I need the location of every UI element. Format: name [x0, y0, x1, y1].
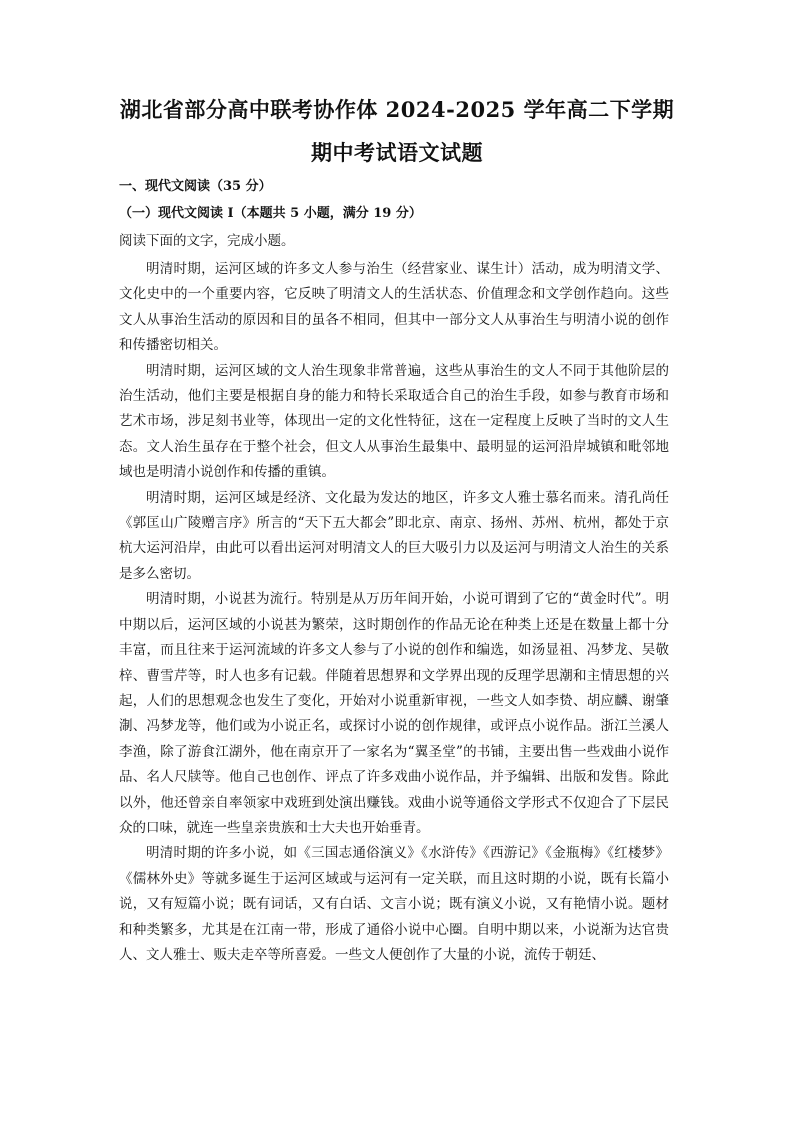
reading-passage — [119, 257, 669, 968]
subsection-heading: （一）现代文阅读 I（本题共 5 小题，满分 19 分） — [119, 206, 422, 221]
document-title-line1: 湖北省部分高中联考协作体 2024-2025 学年高二下学期 — [119, 97, 675, 122]
document-title-line2: 期中考试语文试题 — [311, 140, 483, 165]
passage-paragraph: 明清时期，运河区域是经济、文化最为发达的地区，许多文人雅士慕名而来。清孔尚任《郭匡山广陵赠言序》所言的“天下五大都会”即北京、南京、扬州、苏州、杭州，都处于京杭大运河沿岸，由此可以看出运河对明清文人的巨大吸引力以及运河与明清文人治生的关系是多么密切。 — [119, 489, 669, 582]
passage-paragraph: 明清时期，小说甚为流行。特别是从万历年间开始，小说可谓到了它的“黄金时代”。明中期以后，运河区域的小说甚为繁荣，这时期创作的作品无论在种类上还是在数量上都十分丰富，而且往来于运河流域的许多文人参与了小说的创作和编选，如汤显祖、冯梦龙、吴敬梓、曹雪芹等，时人也多有记载。伴随着思想界和文学界出现的反理学思潮和主情思想的兴起，人们的思想观念也发生了变化，开始对小说重新审视，一些文人如李贽、胡应麟、谢肇淛、冯梦龙等，他们或为小说正名，或探讨小说的创作规律，或评点小说作品。浙江兰溪人李渔，除了游食江湖外，他在南京开了一家名为“翼圣堂”的书铺，主要出售一些戏曲小说作品、名人尺牍等。他自己也创作、评点了许多戏曲小说作品，并予编辑、出版和发售。除此以外，他还曾亲自率领家中戏班到处演出赚钱。戏曲小说等通俗文学形式不仅迎合了下层民众的口味，就连一些皇亲贵族和士大夫也开始垂青。 — [119, 591, 669, 836]
passage-paragraph: 明清时期，运河区域的许多文人参与治生（经营家业、谋生计）活动，成为明清文学、文化史中的一个重要内容，它反映了明清文人的生活状态、价值理念和文学创作趋向。这些文人从事治生活动的原因和目的虽各不相同，但其中一部分文人从事治生与明清小说的创作和传播密切相关。 — [119, 261, 669, 354]
passage-paragraph: 明清时期，运河区域的文人治生现象非常普遍，这些从事治生的文人不同于其他阶层的治生活动，他们主要是根据自身的能力和特长采取适合自己的治生手段，如参与教育市场和艺术市场，涉足刻书业等，体现出一定的文化性特征，这在一定程度上反映了当时的文人生态。文人治生虽存在于整个社会，但文人从事治生最集中、最明显的运河沿岸城镇和毗邻地域也是明清小说创作和传播的重镇。 — [119, 362, 669, 481]
reading-instruction: 阅读下面的文字，完成小题。 — [119, 233, 295, 249]
passage-paragraph: 明清时期的许多小说，如《三国志通俗演义》《水浒传》《西游记》《金瓶梅》《红楼梦》《儒林外史》等就多诞生于运河区域或与运河有一定关联，而且这时期的小说，既有长篇小说，又有短篇小说；既有词话，又有白话、文言小说；既有演义小说，又有艳情小说。题材和种类繁多，尤其是在江南一带，形成了通俗小说中心圈。自明中期以来，小说渐为达官贵人、文人雅士、贩夫走卒等所喜爱。一些文人便创作了大量的小说，流传于朝廷、 — [119, 845, 669, 963]
section-heading: 一、现代文阅读（35 分） — [119, 179, 272, 194]
